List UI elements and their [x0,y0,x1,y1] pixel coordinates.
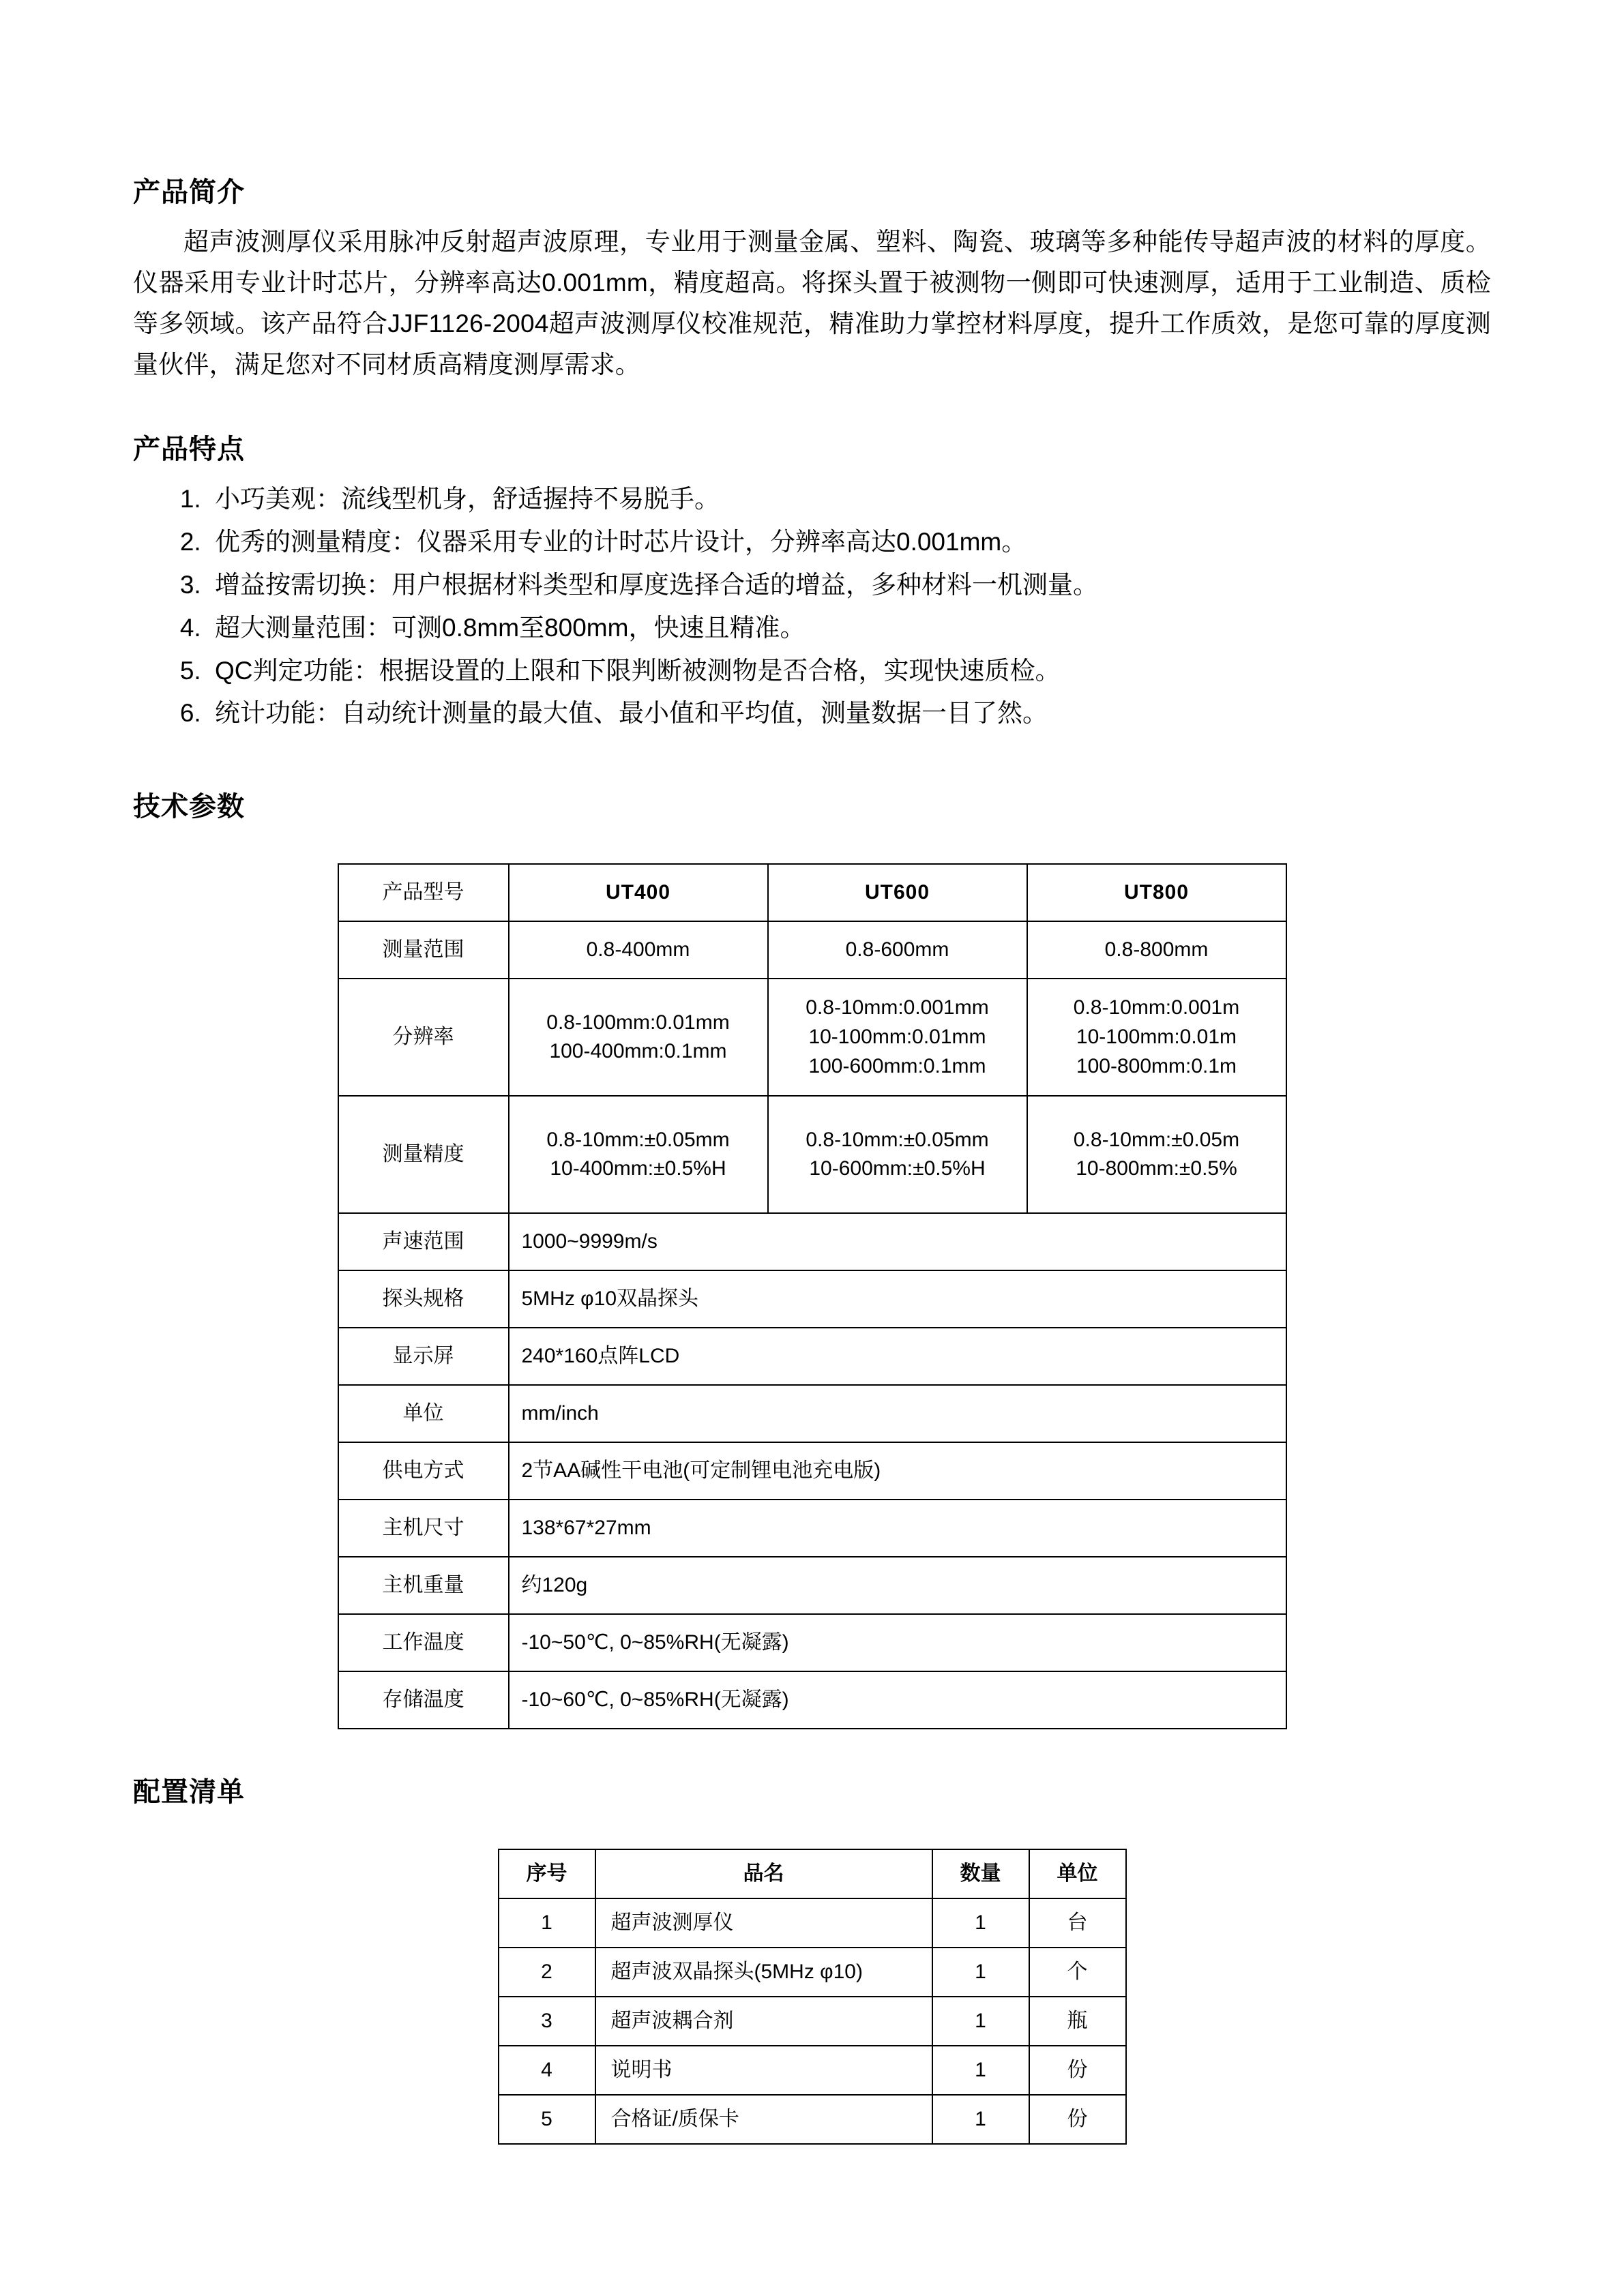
table-row [338,1213,1286,1270]
spec-value-range-ut600: 0.8-600mm [768,921,1027,979]
spec-line: 10-800mm:±0.5% [1076,1157,1237,1180]
spec-line: 0.8-10mm:0.001m [1073,996,1240,1019]
section-title-features: 产品特点 [133,434,245,464]
spacer [133,385,1491,428]
spec-value-resolution-ut800 [1027,979,1286,1096]
config-cell-no: 5 [499,2095,595,2144]
spec-table-wrapper [133,863,1491,1729]
spec-value-probe: 5MHz φ10双晶探头 [509,1270,1286,1328]
config-cell-unit: 个 [1029,1948,1126,1997]
spec-value-accuracy-ut400 [509,1096,768,1213]
spec-value-weight: 约120g [509,1557,1286,1614]
table-row-header [499,1849,1126,1898]
config-header-name: 品名 [595,1849,932,1898]
section-title-specs: 技术参数 [133,792,245,822]
config-cell-name: 说明书 [595,2046,932,2095]
spec-value-resolution-ut400 [509,979,768,1096]
config-cell-name: 超声波双晶探头(5MHz φ10) [595,1948,932,1997]
spec-value-display: 240*160点阵LCD [509,1328,1286,1385]
spacer [133,1821,1491,1849]
spec-label-weight: 主机重量 [338,1557,509,1614]
section-title-config: 配置清单 [133,1777,245,1808]
spec-value-size: 138*67*27mm [509,1500,1286,1557]
list-item: 1. 小巧美观：流线型机身，舒适握持不易脱手。 [208,479,1491,520]
spec-value-accuracy-ut800 [1027,1096,1286,1213]
spec-value-range-ut800: 0.8-800mm [1027,921,1286,979]
spec-line: 0.8-100mm:0.01mm [546,1011,730,1034]
spec-model-ut600: UT600 [768,864,1027,921]
table-row [499,1997,1126,2046]
config-cell-qty: 1 [932,2046,1029,2095]
spec-model-ut800: UT800 [1027,864,1286,921]
spec-value-unit: mm/inch [509,1385,1286,1442]
spec-line: 10-100mm:0.01m [1076,1026,1237,1049]
spec-value-accuracy-ut600 [768,1096,1027,1213]
spec-value-range-ut400: 0.8-400mm [509,921,768,979]
spec-header-label: 产品型号 [338,864,509,921]
table-row [338,1442,1286,1500]
spec-line: 0.8-10mm:0.001mm [806,996,989,1019]
config-cell-unit: 份 [1029,2095,1126,2144]
table-row [338,979,1286,1096]
config-cell-name: 合格证/质保卡 [595,2095,932,2144]
spec-label-size: 主机尺寸 [338,1500,509,1557]
config-cell-qty: 1 [932,1948,1029,1997]
config-header-qty: 数量 [932,1849,1029,1898]
spacer [133,836,1491,863]
spec-table [338,863,1287,1729]
table-row [499,2095,1126,2144]
config-cell-no: 1 [499,1898,595,1948]
spec-value-storage-temp: -10~60℃, 0~85%RH(无凝露) [509,1671,1286,1729]
spec-value-resolution-ut600 [768,979,1027,1096]
spec-line: 0.8-10mm:±0.05mm [806,1128,989,1151]
config-cell-unit: 台 [1029,1898,1126,1948]
config-table [498,1849,1127,2145]
spec-line: 10-100mm:0.01mm [808,1026,986,1049]
spec-label-power: 供电方式 [338,1442,509,1500]
spec-line: 100-400mm:0.1mm [549,1040,727,1063]
table-row [338,1385,1286,1442]
config-cell-no: 3 [499,1997,595,2046]
config-cell-unit: 瓶 [1029,1997,1126,2046]
config-cell-unit: 份 [1029,2046,1126,2095]
config-table-wrapper [133,1849,1491,2145]
spec-value-velocity: 1000~9999m/s [509,1213,1286,1270]
spec-label-working-temp: 工作温度 [338,1614,509,1671]
table-row [499,1948,1126,1997]
table-row [499,2046,1126,2095]
section-title-intro: 产品简介 [133,177,245,207]
list-item: 4. 超大测量范围：可测0.8mm至800mm，快速且精准。 [208,608,1491,648]
list-item: 2. 优秀的测量精度：仪器采用专业的计时芯片设计，分辨率高达0.001mm。 [208,522,1491,563]
spec-label-velocity: 声速范围 [338,1213,509,1270]
features-list [133,479,1491,734]
spacer [133,1729,1491,1770]
table-row [338,1557,1286,1614]
table-row [499,1898,1126,1948]
list-item: 6. 统计功能：自动统计测量的最大值、最小值和平均值，测量数据一目了然。 [208,693,1491,734]
spec-line: 100-800mm:0.1m [1076,1054,1237,1077]
list-item: 3. 增益按需切换：用户根据材料类型和厚度选择合适的增益，多种材料一机测量。 [208,565,1491,606]
table-row [338,1671,1286,1729]
spec-label-display: 显示屏 [338,1328,509,1385]
spec-label-unit: 单位 [338,1385,509,1442]
config-cell-qty: 1 [932,1898,1029,1948]
table-row [338,1270,1286,1328]
spec-label-range: 测量范围 [338,921,509,979]
spec-label-probe: 探头规格 [338,1270,509,1328]
config-cell-qty: 1 [932,1997,1029,2046]
config-header-unit: 单位 [1029,1849,1126,1898]
spec-label-resolution: 分辨率 [338,979,509,1096]
list-item: 5. QC判定功能：根据设置的上限和下限判断被测物是否合格，实现快速质检。 [208,651,1491,691]
table-row [338,1500,1286,1557]
intro-paragraph: 超声波测厚仪采用脉冲反射超声波原理，专业用于测量金属、塑料、陶瓷、玻璃等多种能传导超声波的材料的厚度。仪器采用专业计时芯片，分辨率高达0.001mm，精度超高。将探头置于被测物一侧即可快速测厚，适用于工业制造、质检等多领域。该产品符合JJF1126-2004超声波测厚仪校准规范，精准助力掌控材料厚度，提升工作质效，是您可靠的厚度测量伙伴，满足您对不同材质高精度测厚需求。 [133,228,1491,378]
config-cell-name: 超声波耦合剂 [595,1997,932,2046]
spec-line: 10-600mm:±0.5%H [809,1157,986,1180]
table-row [338,1328,1286,1385]
table-row [338,1614,1286,1671]
config-cell-no: 4 [499,2046,595,2095]
spec-model-ut400: UT400 [509,864,768,921]
config-cell-qty: 1 [932,2095,1029,2144]
table-row [338,921,1286,979]
spec-value-working-temp: -10~50℃, 0~85%RH(无凝露) [509,1614,1286,1671]
spec-line: 0.8-10mm:±0.05m [1073,1128,1240,1151]
config-header-no: 序号 [499,1849,595,1898]
spec-label-accuracy: 测量精度 [338,1096,509,1213]
spec-line: 100-600mm:0.1mm [808,1054,986,1077]
spec-line: 10-400mm:±0.5%H [550,1157,726,1180]
spec-label-storage-temp: 存储温度 [338,1671,509,1729]
table-row [338,1096,1286,1213]
spec-line: 0.8-10mm:±0.05mm [546,1128,730,1151]
spec-value-power: 2节AA碱性干电池(可定制锂电池充电版) [509,1442,1286,1500]
config-cell-no: 2 [499,1948,595,1997]
table-row-header [338,864,1286,921]
config-cell-name: 超声波测厚仪 [595,1898,932,1948]
spacer [133,736,1491,785]
